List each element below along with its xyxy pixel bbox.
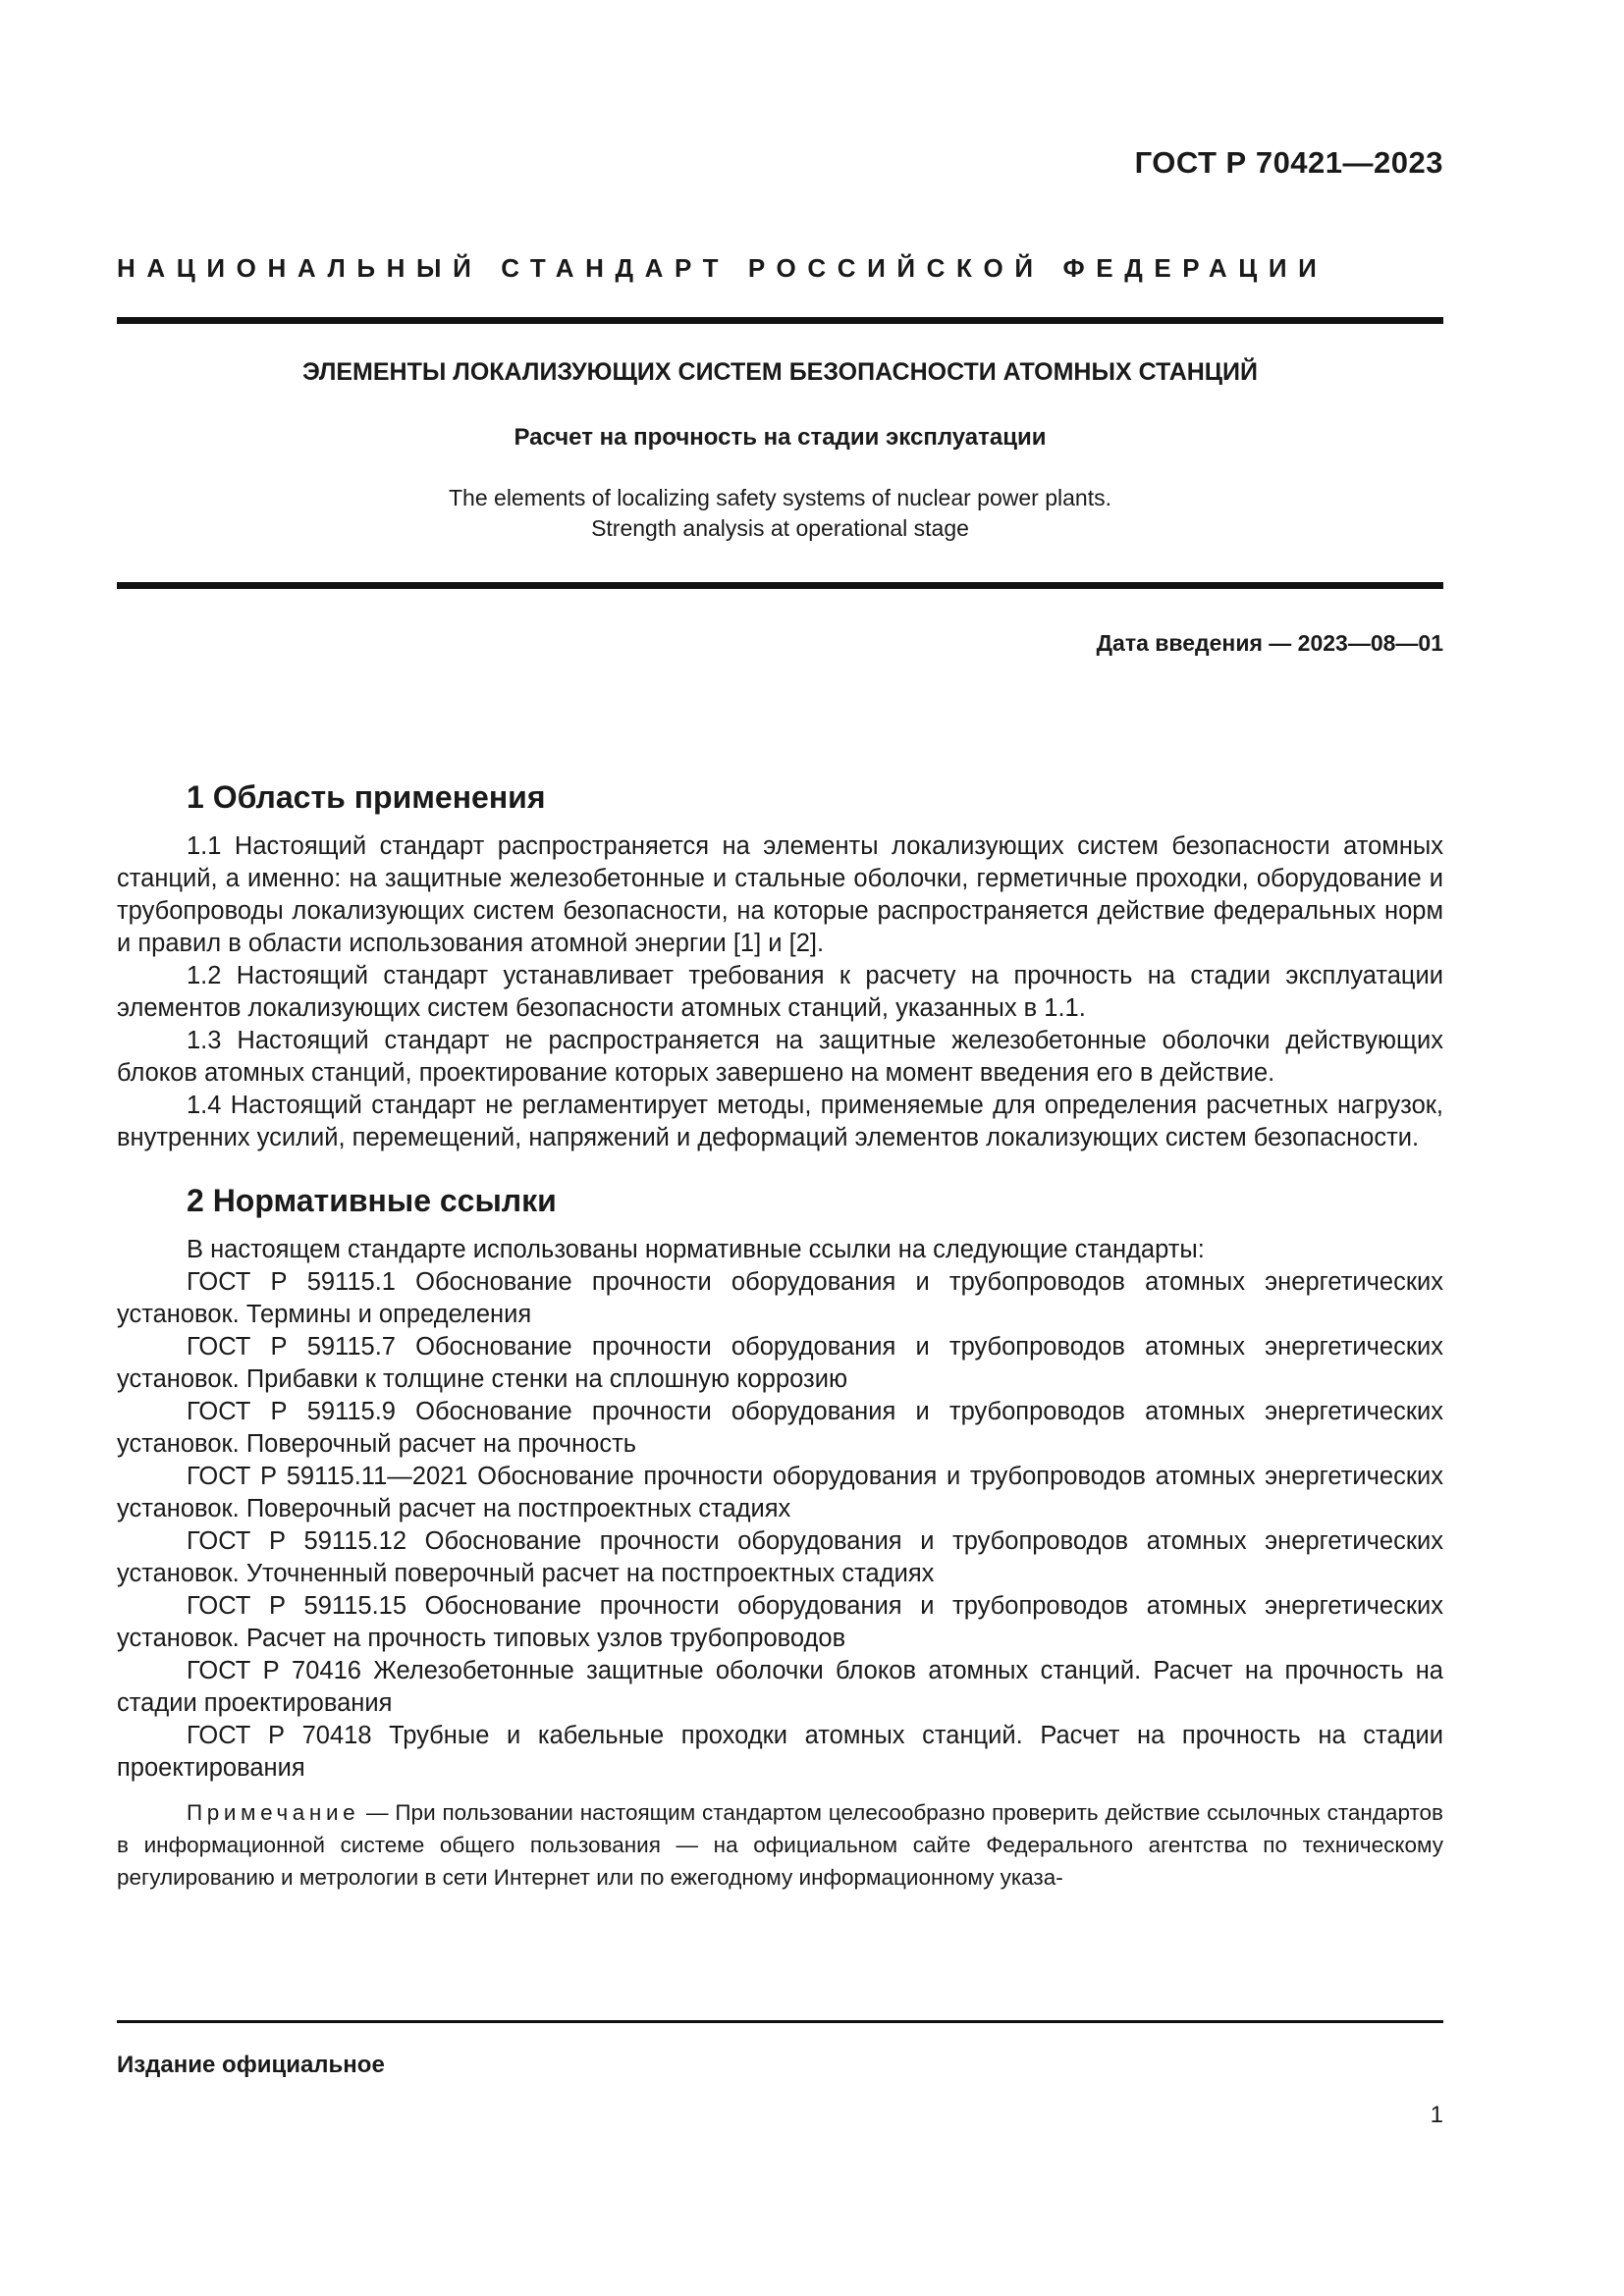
reference-item: ГОСТ Р 59115.12 Обоснование прочности оборудования и трубопроводов атомных энергетических установок. Уточненный поверочный расчет на постпроектных стадиях: [117, 1527, 1443, 1587]
reference-item: ГОСТ Р 59115.1 Обоснование прочности оборудования и трубопроводов атомных энергетических установок. Термины и определения: [117, 1268, 1443, 1328]
section-1-heading: 1 Область применения: [187, 779, 546, 815]
document-body: [117, 777, 1443, 1894]
note-label: Примечание: [187, 1800, 360, 1825]
note-paragraph: [117, 1796, 1443, 1894]
reference-item: ГОСТ Р 59115.11—2021 Обоснование прочности оборудования и трубопроводов атомных энергетических установок. Поверочный расчет на постпроектных стадиях: [117, 1463, 1443, 1522]
section-2-heading: 2 Нормативные ссылки: [187, 1183, 557, 1218]
references-intro: В настоящем стандарте использованы нормативные ссылки на следующие стандарты:: [187, 1236, 1205, 1263]
english-title-line-1: The elements of localizing safety systems of nuclear power plants.: [449, 485, 1111, 510]
reference-item: ГОСТ Р 59115.15 Обоснование прочности оборудования и трубопроводов атомных энергетических установок. Расчет на прочность типовых узлов трубопроводов: [117, 1592, 1443, 1652]
footer-divider: [117, 2020, 1443, 2023]
document-title: ЭЛЕМЕНТЫ ЛОКАЛИЗУЮЩИХ СИСТЕМ БЕЗОПАСНОСТИ АТОМНЫХ СТАНЦИЙ: [302, 358, 1258, 386]
reference-item: ГОСТ Р 70416 Железобетонные защитные оболочки блоков атомных станций. Расчет на прочность на стадии проектирования: [117, 1657, 1443, 1717]
title-divider: [117, 582, 1443, 589]
document-subtitle: Расчет на прочность на стадии эксплуатации: [514, 424, 1047, 451]
reference-item: ГОСТ Р 59115.7 Обоснование прочности оборудования и трубопроводов атомных энергетических установок. Прибавки к толщине стенки на сплошную коррозию: [117, 1333, 1443, 1393]
reference-item: ГОСТ Р 70418 Трубные и кабельные проходки атомных станций. Расчет на прочность на стадии проектирования: [117, 1722, 1443, 1782]
paragraph-1-2: 1.2 Настоящий стандарт устанавливает требования к расчету на прочность на стадии эксплуатации элементов локализующих систем безопасности атомных станций, указанных в 1.1.: [117, 962, 1443, 1022]
document-code: ГОСТ Р 70421—2023: [1134, 145, 1443, 180]
official-edition-label: Издание официальное: [117, 2052, 385, 2078]
paragraph-1-3: 1.3 Настоящий стандарт не распространяется на защитные железобетонные оболочки действующих блоков атомных станций, проектирование которых завершено на момент введения его в действие.: [117, 1027, 1443, 1087]
top-divider: [117, 317, 1443, 324]
introduction-date: Дата введения — 2023—08—01: [1096, 630, 1443, 656]
note-text: — При пользовании настоящим стандартом целесообразно проверить действие ссылочных стандартов в информационной системе общего пользования — на официальном сайте Федерального агентства по техническому регулированию и метрологии в сети Интернет или по ежегодному информационному указа-: [117, 1800, 1443, 1890]
national-standard-banner: НАЦИОНАЛЬНЫЙ СТАНДАРТ РОССИЙСКОЙ ФЕДЕРАЦИИ: [117, 253, 1328, 283]
reference-item: ГОСТ Р 59115.9 Обоснование прочности оборудования и трубопроводов атомных энергетических установок. Поверочный расчет на прочность: [117, 1398, 1443, 1458]
page-number: 1: [1430, 2102, 1443, 2128]
english-title: [117, 483, 1443, 544]
english-title-line-2: Strength analysis at operational stage: [591, 515, 969, 541]
paragraph-1-1: 1.1 Настоящий стандарт распространяется на элементы локализующих систем безопасности атомных станций, а именно: на защитные железобетонные и стальные оболочки, герметичные проходки, оборудование и трубопроводы локализующих систем безопасности, на которые распространяется действие федеральных норм и правил в области использования атомной энергии [1] и [2].: [117, 832, 1443, 957]
paragraph-1-4: 1.4 Настоящий стандарт не регламентирует методы, применяемые для определения расчетных нагрузок, внутренних усилий, перемещений, напряжений и деформаций элементов локализующих систем безопасности.: [117, 1092, 1443, 1151]
